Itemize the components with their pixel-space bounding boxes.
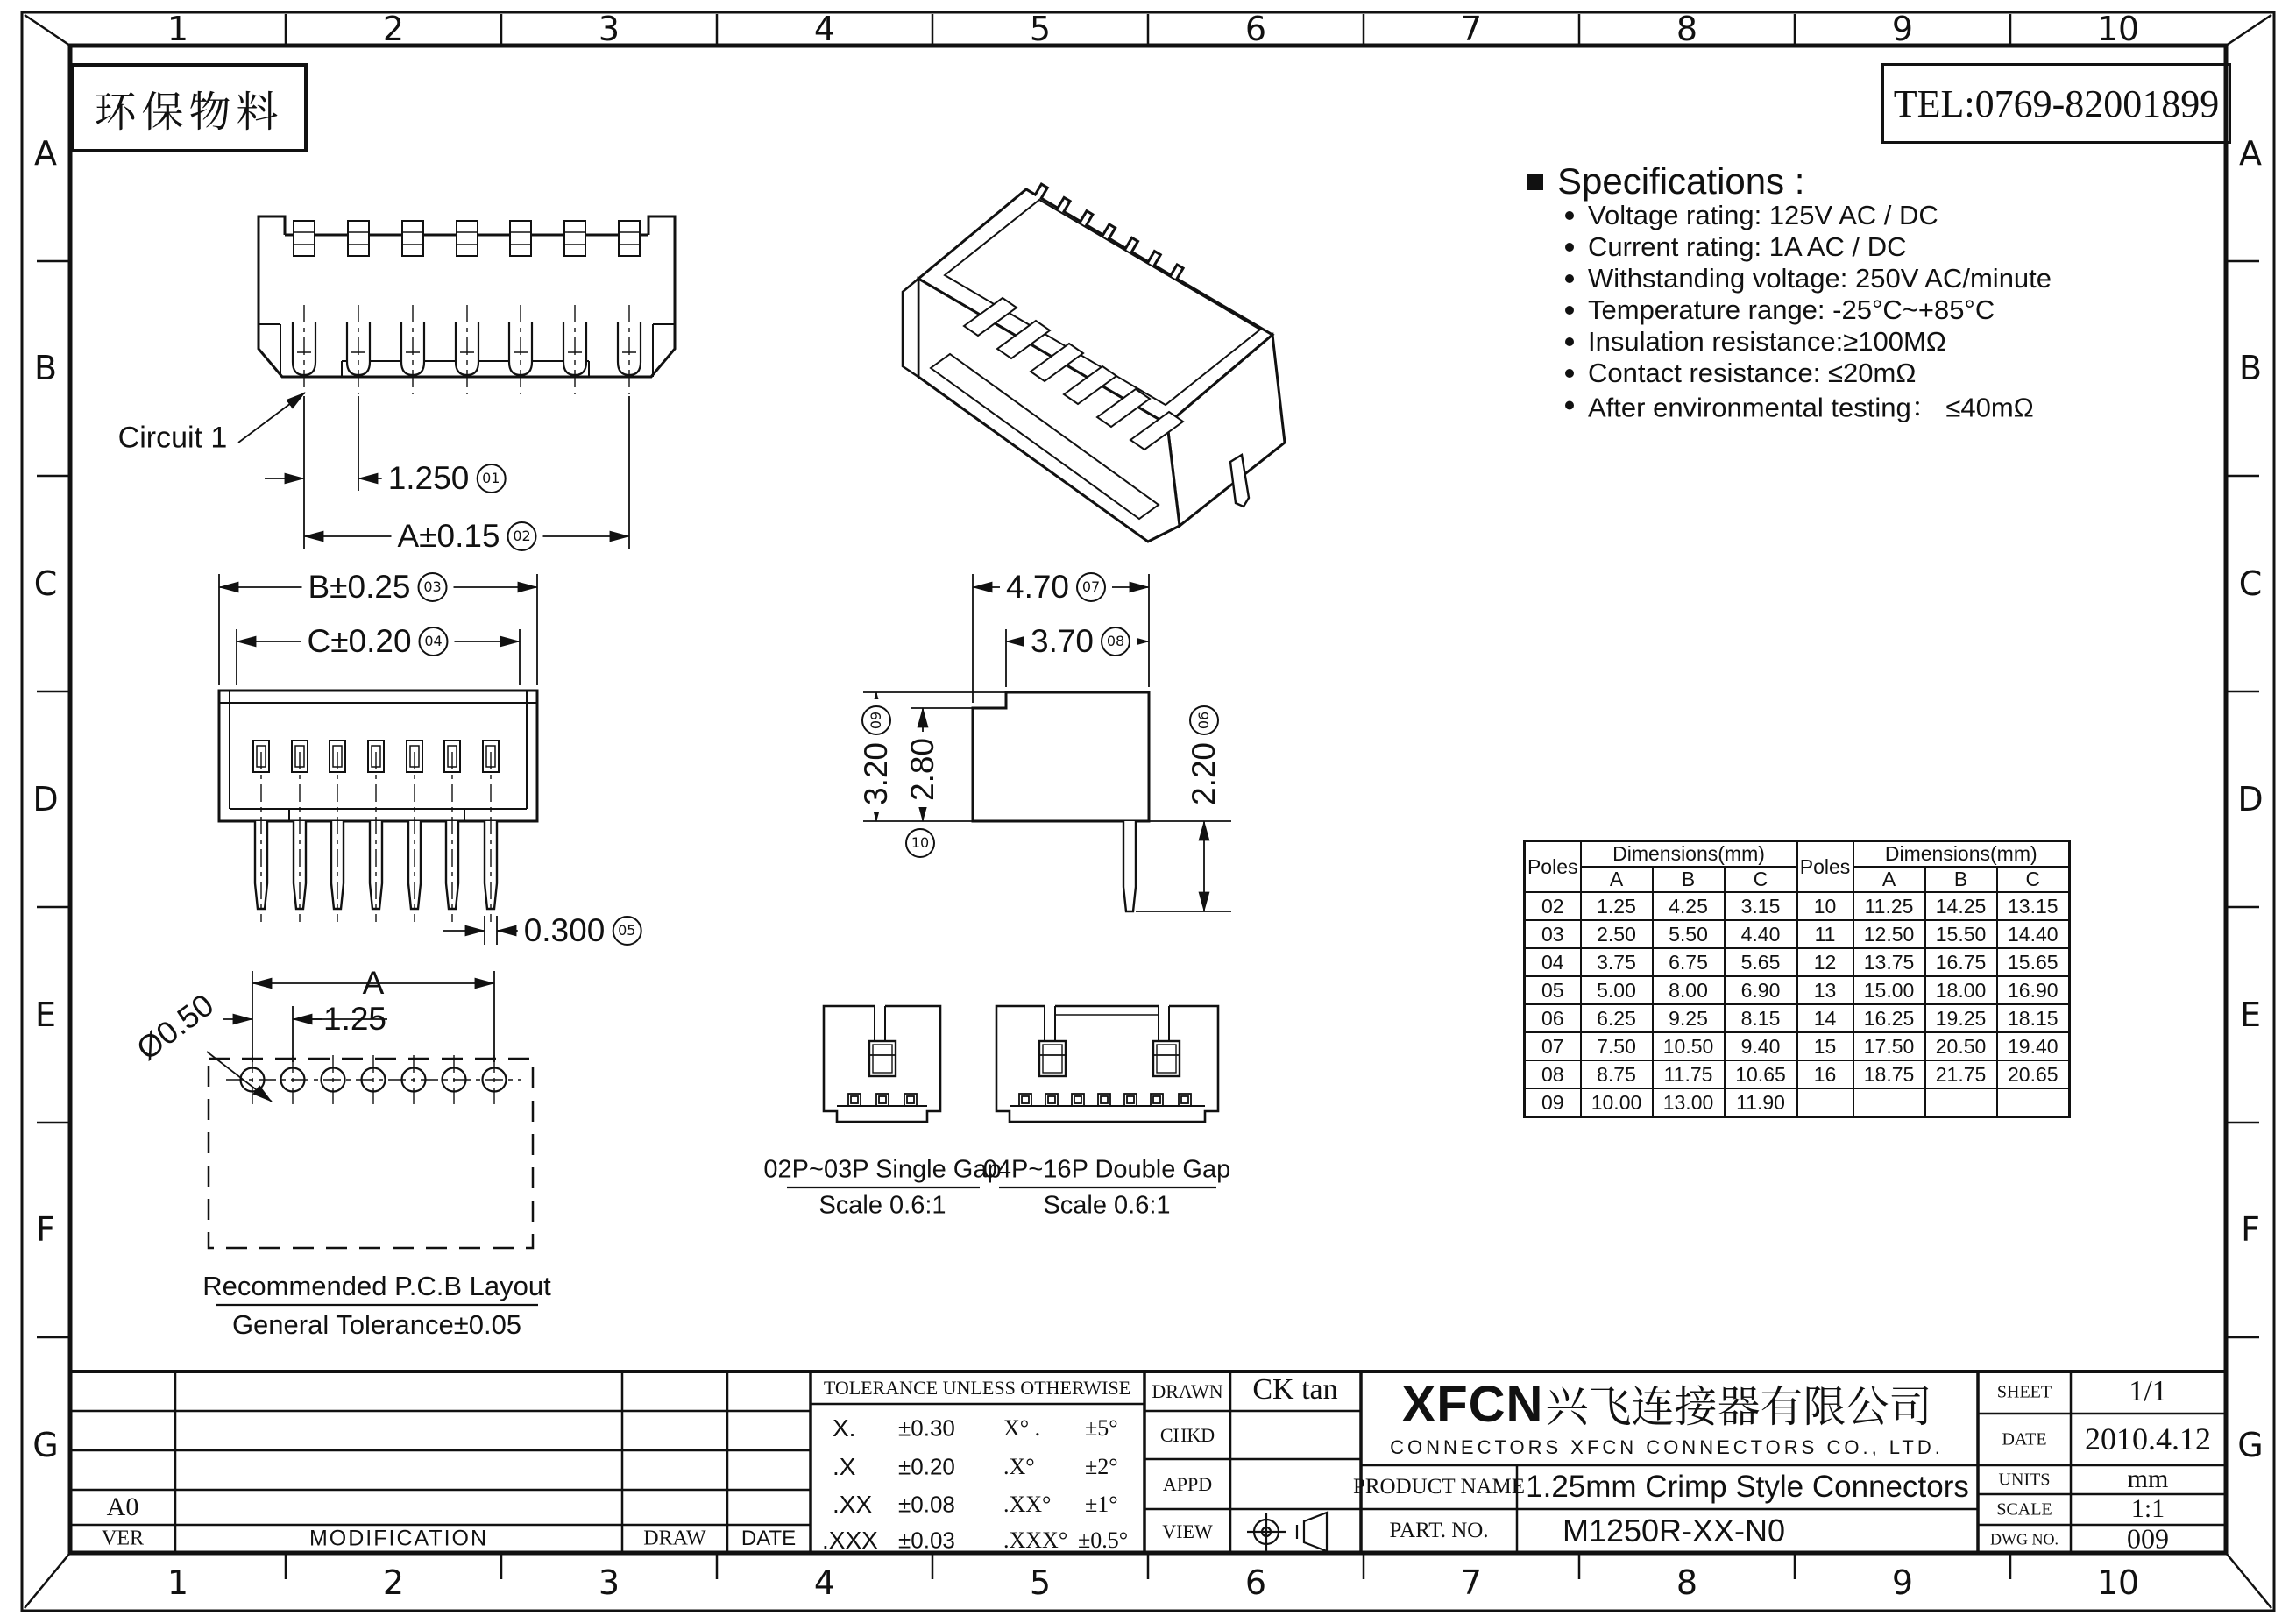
- zone-row-label: A: [2239, 134, 2262, 173]
- cell: 21.75: [1925, 1060, 1997, 1088]
- cell: 16.25: [1853, 1004, 1925, 1032]
- drawn-label: DRAWN: [1152, 1380, 1223, 1402]
- zone-row-label: B: [2238, 349, 2263, 387]
- zone-row-label: E: [34, 996, 57, 1034]
- zone-row-label: E: [2239, 996, 2262, 1034]
- tol-angle-value: ±5°: [1085, 1415, 1118, 1441]
- specifications-title: Specifications :: [1527, 160, 1804, 202]
- cell: 3.15: [1725, 892, 1797, 920]
- single-gap-label: 02P~03P Single Gap: [763, 1155, 1002, 1184]
- spec-item: Voltage rating: 125V AC / DC: [1565, 200, 1938, 231]
- dim-a-label: A±0.15 02: [392, 518, 543, 555]
- cell: [1925, 1088, 1997, 1117]
- dim-depth-label: 4.70 07: [1000, 569, 1112, 606]
- tol-angle-value: ±1°: [1085, 1492, 1118, 1517]
- zone-col-label: 8: [1676, 1563, 1698, 1602]
- cell: 15.50: [1925, 920, 1997, 948]
- table-row: [1525, 1032, 2070, 1060]
- cell: 7.50: [1581, 1032, 1653, 1060]
- table-header-c: C: [1997, 867, 2070, 892]
- cell: 11.90: [1725, 1088, 1797, 1117]
- cell: 10.00: [1581, 1088, 1653, 1117]
- cell: 9.25: [1653, 1004, 1725, 1032]
- tol-angle-label: .XX°: [1003, 1492, 1052, 1517]
- tol-linear-label: X.: [833, 1414, 856, 1442]
- sheet-value: 1/1: [2129, 1375, 2167, 1407]
- cell: 5.65: [1725, 948, 1797, 976]
- dim-height-label: 3.20 09: [858, 699, 895, 812]
- table-header-poles: Poles: [1525, 841, 1581, 893]
- zone-row-label: A: [34, 134, 57, 173]
- dwg-no-value: 009: [2127, 1522, 2169, 1555]
- zone-col-label: 3: [598, 10, 620, 48]
- cell: 05: [1525, 976, 1581, 1004]
- zone-col-label: 6: [1244, 1563, 1267, 1602]
- cell: 20.50: [1925, 1032, 1997, 1060]
- cell: 03: [1525, 920, 1581, 948]
- cell: [1853, 1088, 1925, 1117]
- table-header-c: C: [1725, 867, 1797, 892]
- eco-material-label: 环保物料: [94, 89, 284, 136]
- sheet-label: SHEET: [1996, 1382, 2052, 1402]
- cell: 8.15: [1725, 1004, 1797, 1032]
- zone-row-label: G: [2237, 1426, 2264, 1464]
- zone-row-label: D: [2237, 780, 2264, 819]
- cell: 19.40: [1997, 1032, 2070, 1060]
- product-name-value: 1.25mm Crimp Style Connectors: [1526, 1470, 1969, 1504]
- cell: 15: [1797, 1032, 1853, 1060]
- tol-linear-label: .XXX: [822, 1527, 878, 1554]
- zone-col-label: 8: [1676, 10, 1698, 48]
- zone-col-label: 2: [382, 10, 405, 48]
- table-header-b: B: [1653, 867, 1725, 892]
- cell: 10.50: [1653, 1032, 1725, 1060]
- zone-row-label: D: [32, 780, 59, 819]
- dimensions-table: [1523, 840, 2071, 1118]
- cell: 19.25: [1925, 1004, 1997, 1032]
- zone-row-label: F: [2241, 1210, 2260, 1249]
- table-row: [1525, 1004, 2070, 1032]
- dim-depth2-label: 3.70 08: [1024, 623, 1137, 660]
- zone-col-label: 1: [167, 1563, 189, 1602]
- table-header-dims: Dimensions(mm): [1581, 841, 1797, 868]
- cell: 4.40: [1725, 920, 1797, 948]
- dim-c-label: C±0.20 04: [301, 623, 454, 660]
- zone-col-label: 9: [1891, 1563, 1914, 1602]
- chkd-label: CHKD: [1159, 1424, 1215, 1446]
- cell: 18.00: [1925, 976, 1997, 1004]
- cell: 9.40: [1725, 1032, 1797, 1060]
- units-value: mm: [2127, 1464, 2169, 1493]
- zone-row-label: B: [33, 349, 58, 387]
- tol-linear-value: ±0.20: [898, 1453, 955, 1480]
- zone-col-label: 5: [1029, 1563, 1052, 1602]
- cell: 6.25: [1581, 1004, 1653, 1032]
- zone-col-label: 2: [382, 1563, 405, 1602]
- spec-item: Insulation resistance:≥100MΩ: [1565, 326, 1946, 358]
- tol-linear-value: ±0.03: [898, 1527, 955, 1554]
- company-subtitle: CONNECTORS XFCN CONNECTORS CO., LTD.: [1390, 1436, 1944, 1458]
- cell: 11.25: [1853, 892, 1925, 920]
- cell: 15.65: [1997, 948, 2070, 976]
- zone-col-label: 10: [2096, 10, 2140, 48]
- company-logo: [1402, 1373, 1932, 1435]
- zone-col-label: 3: [598, 1563, 620, 1602]
- cell: 13.15: [1997, 892, 2070, 920]
- cell: 11.75: [1653, 1060, 1725, 1088]
- pcb-subtitle: General Tolerance±0.05: [231, 1309, 522, 1340]
- cell: 13.00: [1653, 1088, 1725, 1117]
- table-header-poles: Poles: [1797, 841, 1853, 893]
- zone-row-label: C: [33, 564, 58, 603]
- cell: 04: [1525, 948, 1581, 976]
- tol-linear-label: .XX: [833, 1491, 873, 1518]
- cell: 10.65: [1725, 1060, 1797, 1088]
- product-name-label: PRODUCT NAME: [1352, 1475, 1526, 1499]
- zone-row-label: C: [2238, 564, 2263, 603]
- cell: 16.90: [1997, 976, 2070, 1004]
- date-value: 2010.4.12: [2085, 1421, 2211, 1456]
- cell: 08: [1525, 1060, 1581, 1088]
- circuit1-label: Circuit 1: [117, 421, 228, 455]
- zone-col-label: 6: [1244, 10, 1267, 48]
- table-header-a: A: [1853, 867, 1925, 892]
- view-label: VIEW: [1162, 1520, 1213, 1542]
- table-row: [1525, 976, 2070, 1004]
- cell: 18.75: [1853, 1060, 1925, 1088]
- part-no-value: M1250R-XX-N0: [1562, 1513, 1786, 1549]
- spec-item: Withstanding voltage: 250V AC/minute: [1565, 263, 2052, 294]
- cell: 12: [1797, 948, 1853, 976]
- cell: 8.00: [1653, 976, 1725, 1004]
- eco-material-box: [70, 63, 308, 152]
- pcb-pitch-label: 1.25: [322, 1001, 387, 1037]
- projection-symbol: [1247, 1513, 1327, 1551]
- cell: 13.75: [1853, 948, 1925, 976]
- zone-col-label: 7: [1460, 1563, 1483, 1602]
- cell: 16.75: [1925, 948, 1997, 976]
- company-logo-latin: XFCN: [1401, 1376, 1544, 1433]
- cell: 1.25: [1581, 892, 1653, 920]
- pcb-hole-dia-label: Ø0.50: [130, 986, 221, 1067]
- tol-angle-value: ±0.5°: [1078, 1527, 1129, 1553]
- dim-pitch-label: 1.250 01: [382, 460, 513, 497]
- cell: 13: [1797, 976, 1853, 1004]
- pcb-title: Recommended P.C.B Layout: [202, 1271, 551, 1301]
- tol-angle-label: .X°: [1003, 1454, 1035, 1479]
- table-row: [1525, 1088, 2070, 1117]
- revision-ver-entry: A0: [106, 1492, 139, 1521]
- tol-linear-label: .X: [833, 1453, 856, 1480]
- cell: 3.75: [1581, 948, 1653, 976]
- spec-item: After environmental testing： ≤40mΩ: [1565, 386, 2034, 425]
- units-label: UNITS: [1998, 1470, 2051, 1490]
- isometric-view-linework: [903, 184, 1285, 542]
- table-row: [1525, 920, 2070, 948]
- zone-col-label: 5: [1029, 10, 1052, 48]
- dim-pin-length-label: 2.20 06: [1186, 699, 1222, 812]
- cell: 6.90: [1725, 976, 1797, 1004]
- drawn-value: CK tan: [1252, 1373, 1338, 1406]
- cell: 14: [1797, 1004, 1853, 1032]
- zone-col-label: 4: [813, 10, 836, 48]
- spec-item: Temperature range: -25°C~+85°C: [1565, 294, 1995, 326]
- tel-box: [1881, 63, 2231, 144]
- cell: 11: [1797, 920, 1853, 948]
- tel-label: TEL:0769-82001899: [1893, 82, 2220, 125]
- revision-modification-header: MODIFICATION: [308, 1526, 489, 1551]
- scale-value: 1:1: [2130, 1494, 2165, 1523]
- spec-item: Current rating: 1A AC / DC: [1565, 231, 1907, 263]
- ref-base-circle: 10: [905, 828, 935, 858]
- dim-b-label: B±0.25 03: [302, 569, 454, 606]
- cell: 18.15: [1997, 1004, 2070, 1032]
- cell: 14.40: [1997, 920, 2070, 948]
- revision-draw-header: DRAW: [643, 1527, 706, 1550]
- zone-row-label: G: [32, 1426, 59, 1464]
- zone-col-label: 9: [1891, 10, 1914, 48]
- zone-row-label: F: [36, 1210, 55, 1249]
- dim-pin-width-label: 0.300 05: [518, 912, 648, 949]
- cell: 17.50: [1853, 1032, 1925, 1060]
- double-gap-scale: Scale 0.6:1: [1043, 1191, 1171, 1220]
- cell: 14.25: [1925, 892, 1997, 920]
- cell: 6.75: [1653, 948, 1725, 976]
- dim-height2-label: 2.80: [904, 732, 941, 807]
- cell: [1997, 1088, 2070, 1117]
- table-row: [1525, 1060, 2070, 1088]
- table-header-a: A: [1581, 867, 1653, 892]
- cell: 07: [1525, 1032, 1581, 1060]
- double-gap-label: 04P~16P Double Gap: [982, 1155, 1231, 1184]
- cell: 20.65: [1997, 1060, 2070, 1088]
- cell: 5.00: [1581, 976, 1653, 1004]
- table-header-b: B: [1925, 867, 1997, 892]
- top-view-linework: [238, 216, 675, 549]
- zone-col-label: 4: [813, 1563, 836, 1602]
- dwg-no-label: DWG NO.: [1990, 1530, 2059, 1549]
- table-row: [1525, 948, 2070, 976]
- cell: 06: [1525, 1004, 1581, 1032]
- single-gap-scale: Scale 0.6:1: [818, 1191, 946, 1220]
- zone-col-label: 7: [1460, 10, 1483, 48]
- revision-date-header: DATE: [741, 1527, 797, 1550]
- cell: 15.00: [1853, 976, 1925, 1004]
- table-header-dims: Dimensions(mm): [1853, 841, 2070, 868]
- cell: 2.50: [1581, 920, 1653, 948]
- cell: 5.50: [1653, 920, 1725, 948]
- tol-linear-value: ±0.08: [898, 1491, 955, 1518]
- spec-item: Contact resistance: ≤20mΩ: [1565, 358, 1916, 389]
- part-no-label: PART. NO.: [1389, 1519, 1489, 1542]
- cell: 12.50: [1853, 920, 1925, 948]
- scale-label: SCALE: [1996, 1499, 2052, 1520]
- tol-angle-label: .XXX°: [1003, 1527, 1068, 1553]
- date-label: DATE: [2002, 1429, 2047, 1449]
- zone-col-label: 10: [2096, 1563, 2140, 1602]
- cell: [1797, 1088, 1853, 1117]
- cell: 02: [1525, 892, 1581, 920]
- appd-label: APPD: [1162, 1473, 1213, 1495]
- table-row: [1525, 892, 2070, 920]
- revision-ver-header: VER: [102, 1527, 144, 1550]
- cell: 09: [1525, 1088, 1581, 1117]
- zone-col-label: 1: [167, 10, 189, 48]
- tolerance-title: TOLERANCE UNLESS OTHERWISE: [823, 1377, 1131, 1399]
- cell: 10: [1797, 892, 1853, 920]
- cell: 8.75: [1581, 1060, 1653, 1088]
- pcb-span-label: A: [362, 965, 385, 1001]
- cell: 4.25: [1653, 892, 1725, 920]
- cell: 16: [1797, 1060, 1853, 1088]
- tol-angle-label: X° .: [1003, 1415, 1041, 1441]
- tol-linear-value: ±0.30: [898, 1414, 955, 1442]
- company-logo-cjk: 兴飞连接器有限公司: [1545, 1383, 1932, 1431]
- tol-angle-value: ±2°: [1085, 1454, 1118, 1479]
